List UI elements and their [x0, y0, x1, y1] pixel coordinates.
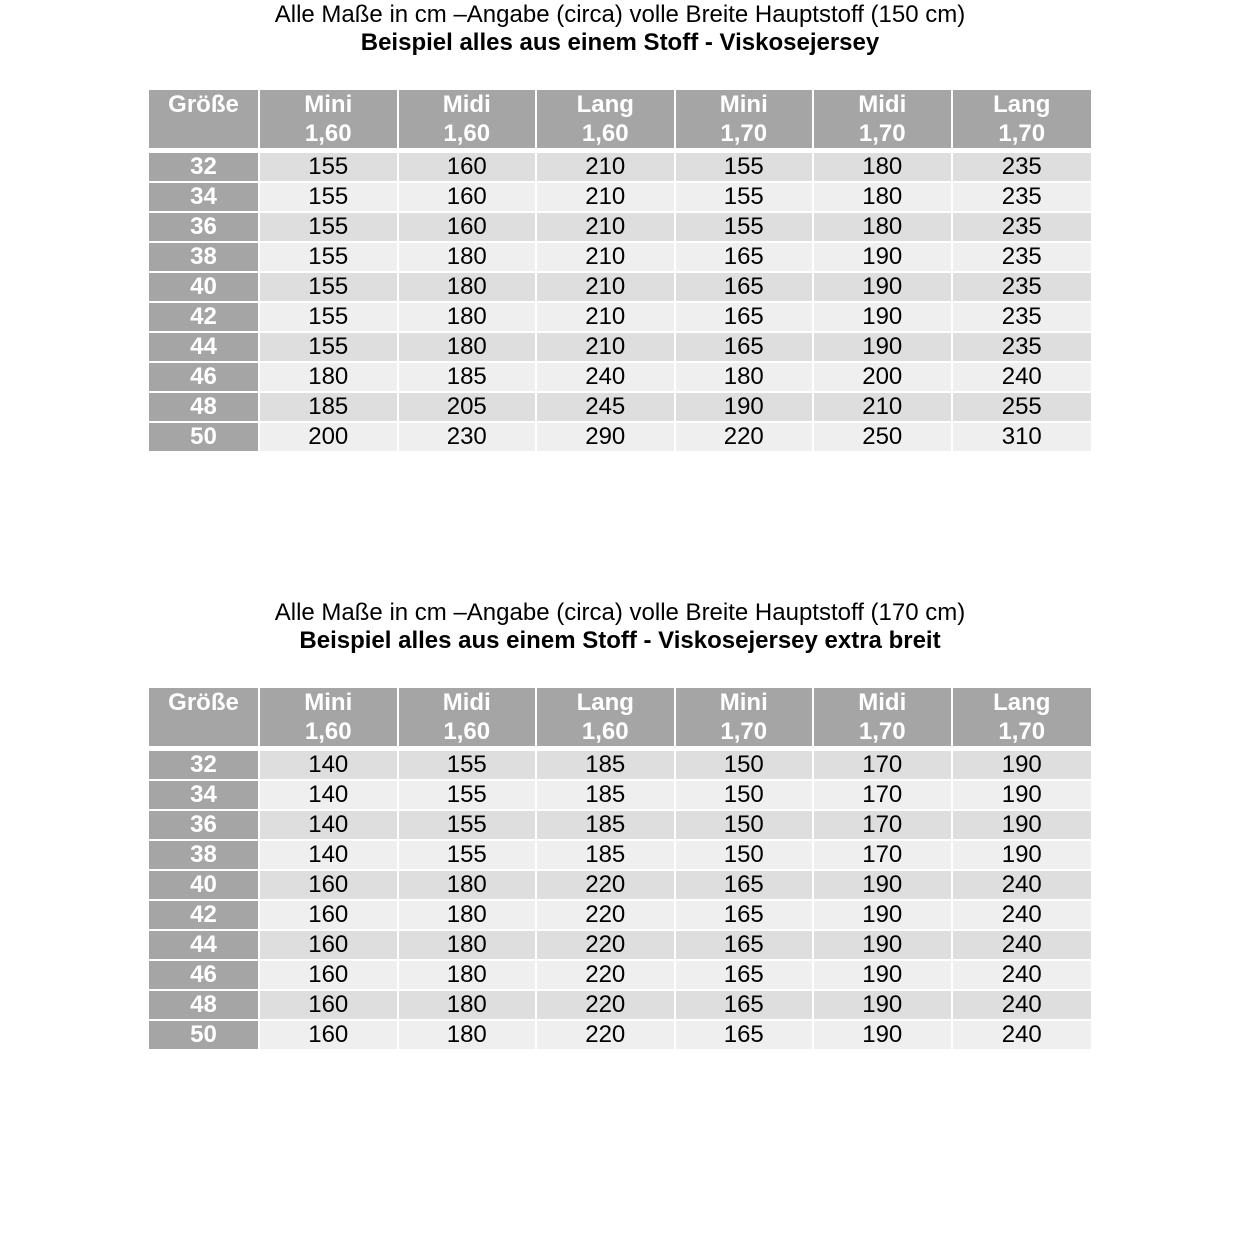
table-title: Alle Maße in cm –Angabe (circa) volle Breite Hauptstoff (170 cm) [274, 599, 966, 626]
value-cell: 240 [537, 363, 676, 393]
column-header-size: Größe [149, 90, 260, 153]
value-cell: 160 [260, 901, 399, 931]
value-cell: 235 [953, 273, 1092, 303]
column-header: Midi 1,60 [399, 688, 538, 751]
value-cell: 155 [260, 333, 399, 363]
size-cell: 48 [149, 393, 260, 423]
value-cell: 240 [953, 1021, 1092, 1051]
value-cell: 155 [260, 243, 399, 273]
value-cell: 180 [814, 183, 953, 213]
value-cell: 210 [537, 303, 676, 333]
value-cell: 170 [814, 811, 953, 841]
value-cell: 180 [260, 363, 399, 393]
size-cell: 44 [149, 333, 260, 363]
value-cell: 310 [953, 423, 1092, 453]
value-cell: 155 [260, 153, 399, 183]
size-chart-block-170 [0, 598, 1240, 1048]
value-cell: 180 [399, 991, 538, 1021]
size-cell: 42 [149, 303, 260, 333]
table-row [149, 1021, 1091, 1051]
table-header-row [149, 90, 1091, 153]
value-cell: 150 [676, 751, 815, 781]
value-cell: 210 [537, 213, 676, 243]
value-cell: 150 [676, 841, 815, 871]
column-header: Lang 1,70 [953, 688, 1092, 751]
value-cell: 190 [676, 393, 815, 423]
value-cell: 205 [399, 393, 538, 423]
value-cell: 180 [399, 901, 538, 931]
column-header: Mini 1,60 [260, 688, 399, 751]
table-row [149, 961, 1091, 991]
value-cell: 220 [537, 1021, 676, 1051]
value-cell: 155 [260, 303, 399, 333]
value-cell: 165 [676, 273, 815, 303]
table-row [149, 901, 1091, 931]
value-cell: 160 [260, 871, 399, 901]
value-cell: 160 [399, 183, 538, 213]
value-cell: 165 [676, 1021, 815, 1051]
value-cell: 240 [953, 363, 1092, 393]
value-cell: 240 [953, 991, 1092, 1021]
value-cell: 140 [260, 811, 399, 841]
value-cell: 160 [260, 991, 399, 1021]
size-cell: 50 [149, 423, 260, 453]
value-cell: 235 [953, 303, 1092, 333]
value-cell: 160 [260, 931, 399, 961]
value-cell: 190 [814, 303, 953, 333]
size-cell: 34 [149, 183, 260, 213]
value-cell: 210 [537, 243, 676, 273]
table-row [149, 931, 1091, 961]
value-cell: 210 [537, 333, 676, 363]
size-cell: 38 [149, 243, 260, 273]
table-row [149, 363, 1091, 393]
value-cell: 155 [676, 183, 815, 213]
value-cell: 210 [537, 273, 676, 303]
value-cell: 255 [953, 393, 1092, 423]
value-cell: 155 [399, 781, 538, 811]
value-cell: 190 [814, 243, 953, 273]
value-cell: 220 [537, 901, 676, 931]
size-table [149, 688, 1091, 1051]
value-cell: 150 [676, 781, 815, 811]
value-cell: 190 [953, 841, 1092, 871]
value-cell: 235 [953, 243, 1092, 273]
value-cell: 180 [399, 931, 538, 961]
size-cell: 34 [149, 781, 260, 811]
table-row [149, 273, 1091, 303]
table-row [149, 841, 1091, 871]
value-cell: 235 [953, 153, 1092, 183]
value-cell: 165 [676, 931, 815, 961]
value-cell: 140 [260, 781, 399, 811]
value-cell: 235 [953, 183, 1092, 213]
table-row [149, 751, 1091, 781]
size-cell: 42 [149, 901, 260, 931]
table-subtitle: Beispiel alles aus einem Stoff - Viskosejersey extra breit [299, 627, 941, 654]
value-cell: 220 [676, 423, 815, 453]
column-header: Mini 1,70 [676, 90, 815, 153]
table-row [149, 871, 1091, 901]
size-cell: 46 [149, 363, 260, 393]
column-header: Midi 1,70 [814, 688, 953, 751]
value-cell: 190 [814, 901, 953, 931]
table-row [149, 153, 1091, 183]
value-cell: 155 [399, 841, 538, 871]
value-cell: 210 [537, 153, 676, 183]
value-cell: 190 [814, 961, 953, 991]
value-cell: 165 [676, 303, 815, 333]
table-row [149, 243, 1091, 273]
value-cell: 250 [814, 423, 953, 453]
size-cell: 48 [149, 991, 260, 1021]
size-cell: 40 [149, 273, 260, 303]
value-cell: 180 [814, 213, 953, 243]
value-cell: 235 [953, 333, 1092, 363]
value-cell: 170 [814, 781, 953, 811]
table-row [149, 303, 1091, 333]
value-cell: 180 [399, 1021, 538, 1051]
value-cell: 155 [399, 811, 538, 841]
table-row [149, 333, 1091, 363]
value-cell: 180 [399, 243, 538, 273]
value-cell: 190 [814, 273, 953, 303]
value-cell: 160 [260, 961, 399, 991]
value-cell: 190 [814, 1021, 953, 1051]
value-cell: 160 [399, 153, 538, 183]
size-cell: 46 [149, 961, 260, 991]
value-cell: 190 [814, 931, 953, 961]
value-cell: 290 [537, 423, 676, 453]
value-cell: 185 [537, 811, 676, 841]
value-cell: 220 [537, 991, 676, 1021]
value-cell: 165 [676, 333, 815, 363]
value-cell: 230 [399, 423, 538, 453]
value-cell: 180 [676, 363, 815, 393]
table-title: Alle Maße in cm –Angabe (circa) volle Breite Hauptstoff (150 cm) [274, 1, 966, 28]
table-row [149, 423, 1091, 453]
value-cell: 155 [676, 213, 815, 243]
value-cell: 170 [814, 751, 953, 781]
value-cell: 190 [814, 871, 953, 901]
value-cell: 180 [399, 333, 538, 363]
value-cell: 235 [953, 213, 1092, 243]
size-cell: 32 [149, 153, 260, 183]
value-cell: 140 [260, 841, 399, 871]
column-header: Lang 1,60 [537, 688, 676, 751]
column-header-size: Größe [149, 688, 260, 751]
table-row [149, 213, 1091, 243]
value-cell: 220 [537, 931, 676, 961]
table-subtitle: Beispiel alles aus einem Stoff - Viskosejersey [360, 29, 880, 56]
value-cell: 150 [676, 811, 815, 841]
table-header-row [149, 688, 1091, 751]
value-cell: 190 [953, 811, 1092, 841]
table-row [149, 781, 1091, 811]
size-cell: 50 [149, 1021, 260, 1051]
value-cell: 180 [399, 273, 538, 303]
value-cell: 155 [260, 273, 399, 303]
value-cell: 190 [953, 751, 1092, 781]
size-cell: 32 [149, 751, 260, 781]
value-cell: 180 [399, 871, 538, 901]
value-cell: 190 [814, 333, 953, 363]
table-row [149, 811, 1091, 841]
value-cell: 165 [676, 243, 815, 273]
value-cell: 185 [260, 393, 399, 423]
value-cell: 140 [260, 751, 399, 781]
size-chart-block-150 [0, 0, 1240, 450]
value-cell: 185 [537, 781, 676, 811]
value-cell: 155 [676, 153, 815, 183]
size-cell: 40 [149, 871, 260, 901]
value-cell: 180 [399, 961, 538, 991]
value-cell: 240 [953, 901, 1092, 931]
value-cell: 165 [676, 961, 815, 991]
value-cell: 185 [537, 751, 676, 781]
value-cell: 245 [537, 393, 676, 423]
value-cell: 200 [260, 423, 399, 453]
value-cell: 160 [260, 1021, 399, 1051]
column-header: Midi 1,70 [814, 90, 953, 153]
value-cell: 155 [260, 183, 399, 213]
table-row [149, 393, 1091, 423]
value-cell: 155 [399, 751, 538, 781]
size-cell: 36 [149, 213, 260, 243]
value-cell: 220 [537, 871, 676, 901]
column-header: Midi 1,60 [399, 90, 538, 153]
column-header: Mini 1,70 [676, 688, 815, 751]
value-cell: 220 [537, 961, 676, 991]
size-cell: 44 [149, 931, 260, 961]
value-cell: 160 [399, 213, 538, 243]
value-cell: 165 [676, 871, 815, 901]
size-cell: 36 [149, 811, 260, 841]
value-cell: 180 [399, 303, 538, 333]
size-cell: 38 [149, 841, 260, 871]
column-header: Mini 1,60 [260, 90, 399, 153]
value-cell: 190 [814, 991, 953, 1021]
value-cell: 185 [399, 363, 538, 393]
value-cell: 240 [953, 961, 1092, 991]
size-table [149, 90, 1091, 453]
table-row [149, 183, 1091, 213]
table-row [149, 991, 1091, 1021]
column-header: Lang 1,60 [537, 90, 676, 153]
value-cell: 200 [814, 363, 953, 393]
value-cell: 210 [537, 183, 676, 213]
value-cell: 180 [814, 153, 953, 183]
value-cell: 165 [676, 991, 815, 1021]
value-cell: 170 [814, 841, 953, 871]
value-cell: 155 [260, 213, 399, 243]
value-cell: 165 [676, 901, 815, 931]
value-cell: 240 [953, 931, 1092, 961]
value-cell: 240 [953, 871, 1092, 901]
column-header: Lang 1,70 [953, 90, 1092, 153]
value-cell: 185 [537, 841, 676, 871]
value-cell: 190 [953, 781, 1092, 811]
value-cell: 210 [814, 393, 953, 423]
